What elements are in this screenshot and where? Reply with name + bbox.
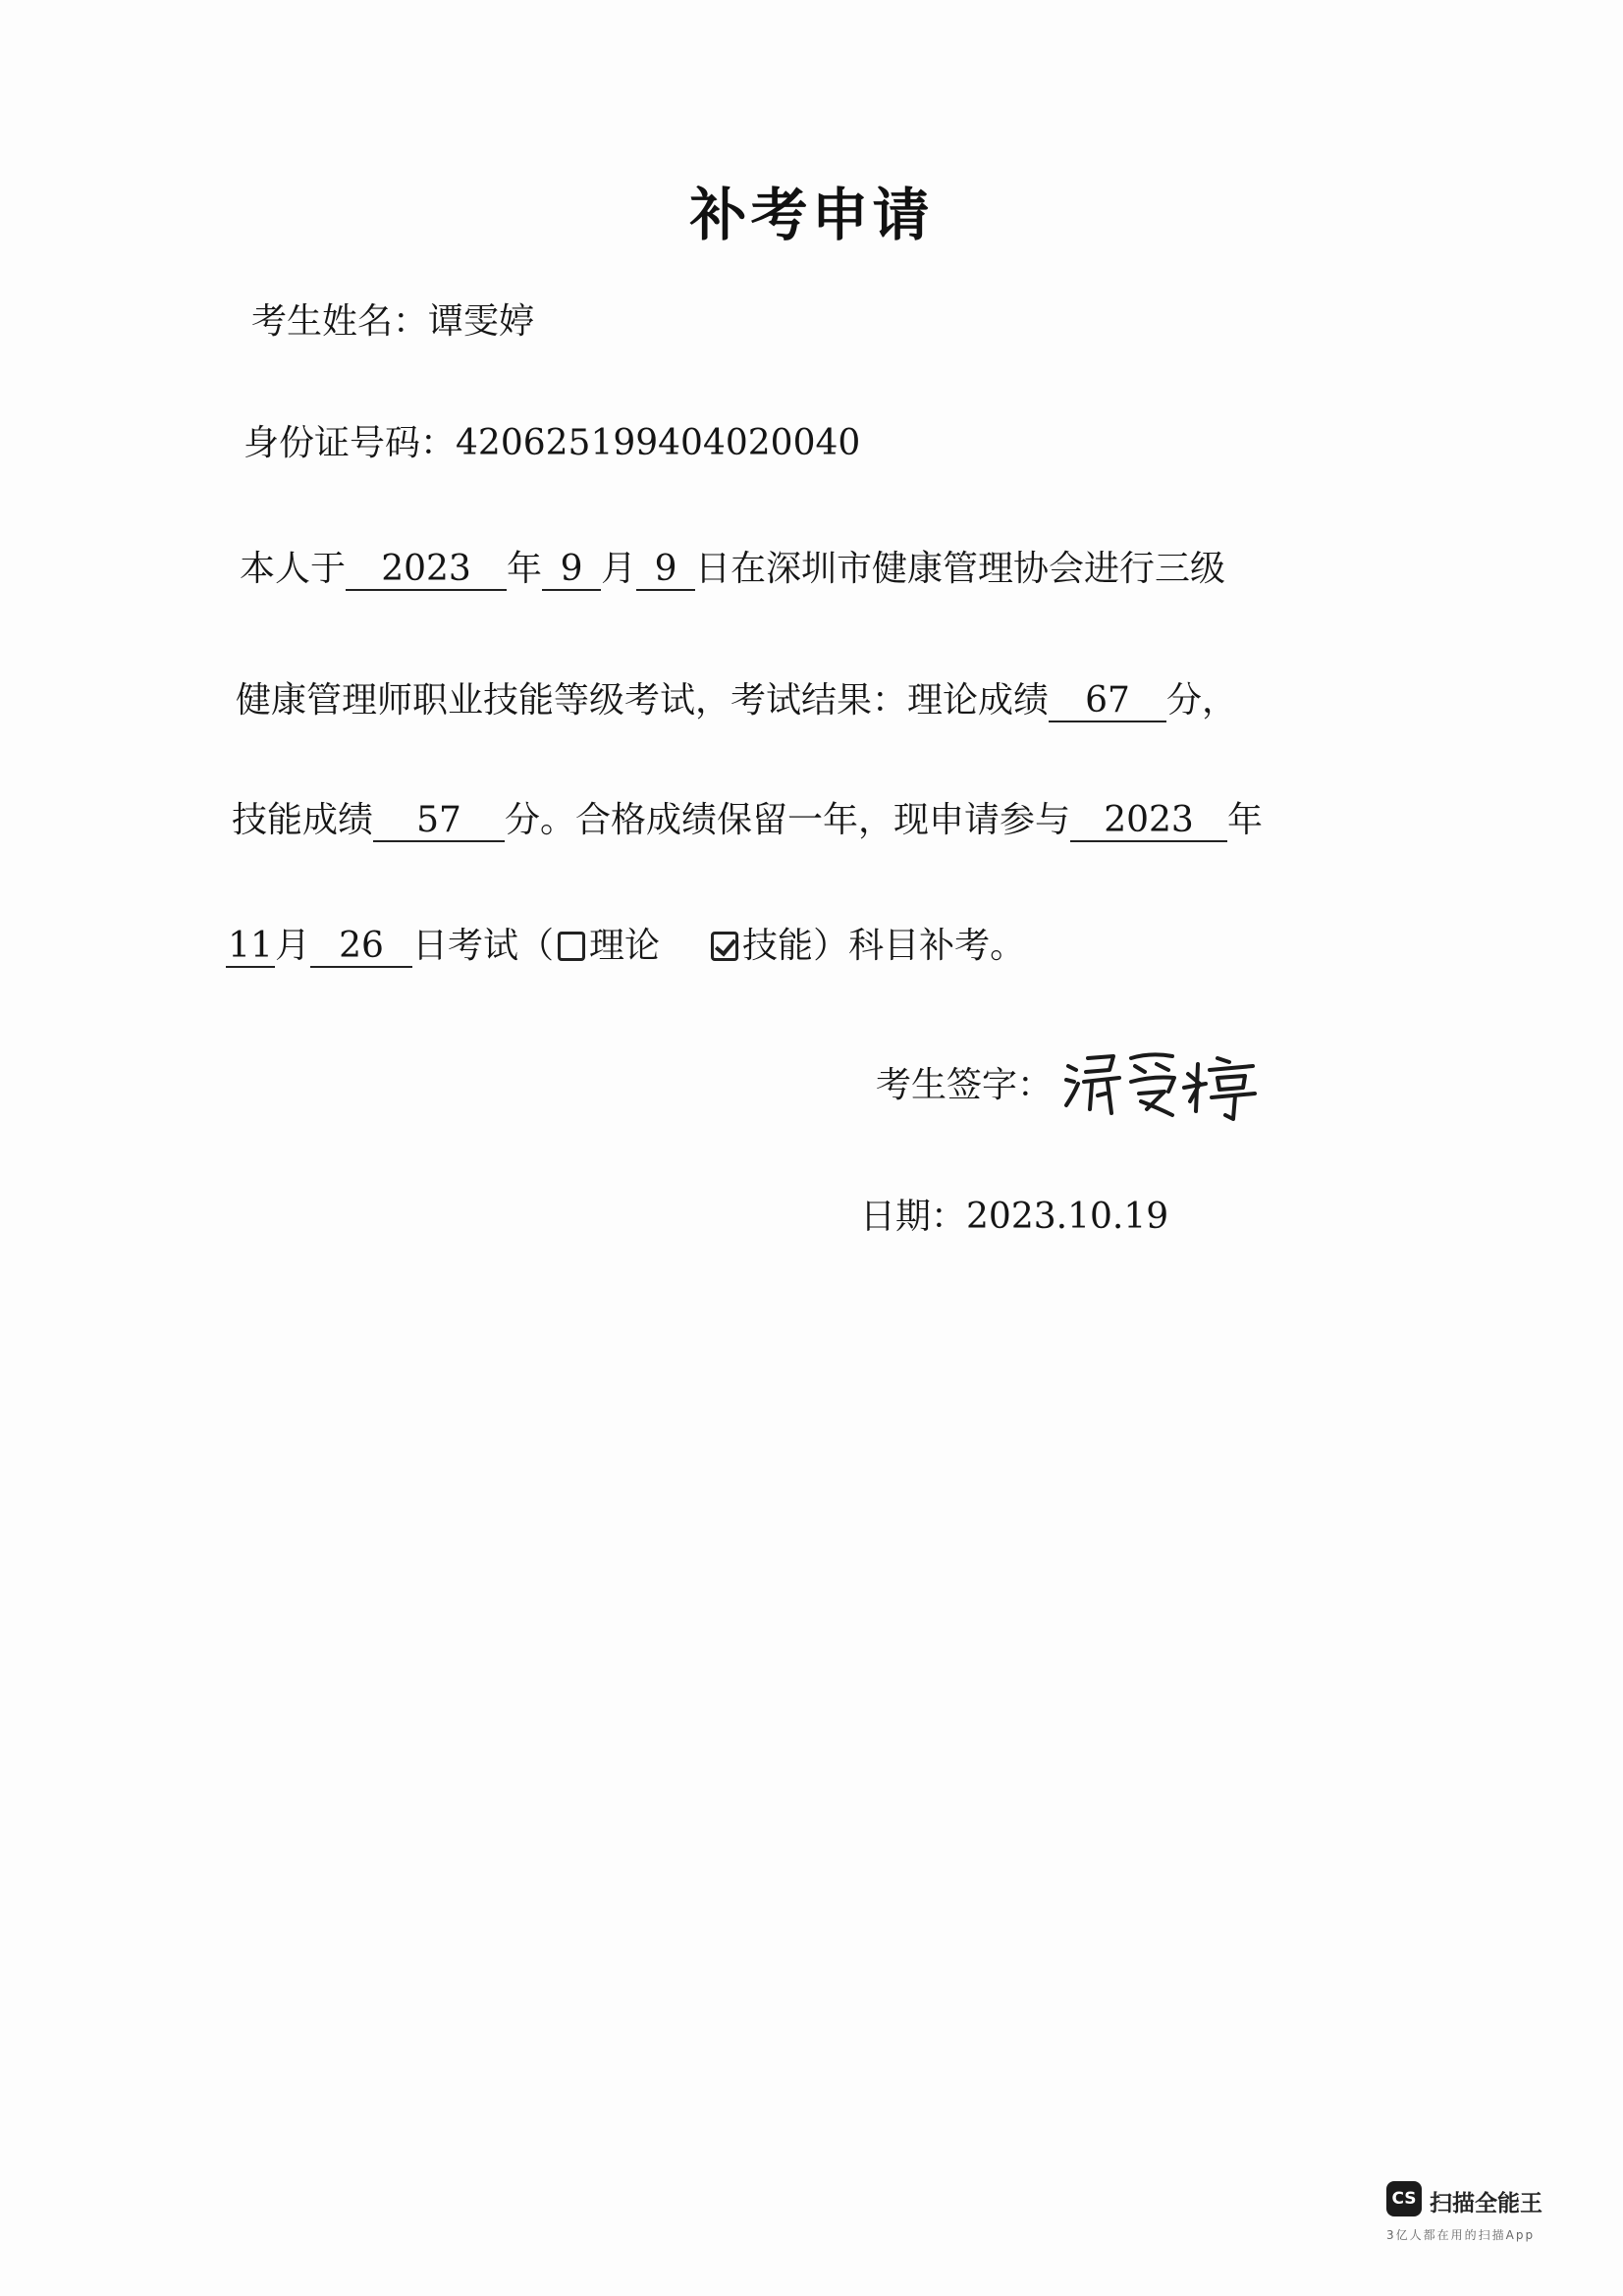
theory-checkbox-icon <box>558 932 585 961</box>
skill-checkbox-icon <box>711 932 738 961</box>
p2-suffix: 分， <box>1166 680 1238 721</box>
id-number-row <box>243 420 860 467</box>
p4-month-unit: 月 <box>275 926 311 966</box>
option-theory-label: 理论 <box>589 926 661 966</box>
paragraph-line-2 <box>236 677 1237 724</box>
scanner-app-name: 扫描全能王 <box>1430 2191 1542 2216</box>
option-skill-label: 技能 <box>742 926 814 966</box>
handwritten-signature <box>1062 1044 1259 1123</box>
date-row <box>860 1194 1168 1241</box>
paragraph-line-3 <box>232 797 1263 844</box>
p2-prefix: 健康管理师职业技能等级考试，考试结果：理论成绩 <box>236 680 1050 721</box>
exam-year-field: 2023 <box>346 550 507 591</box>
id-number-value: 420625199404020040 <box>456 423 861 463</box>
p4-mid: 日考试（ <box>412 926 555 966</box>
skill-score-field: 57 <box>373 801 505 842</box>
retake-day-field: 26 <box>310 927 412 968</box>
document-title: 补考申请 <box>689 182 934 248</box>
candidate-name-label: 考生姓名： <box>251 301 429 342</box>
retake-year-field: 2023 <box>1070 801 1227 842</box>
exam-day-field: 9 <box>636 550 695 591</box>
id-number-label: 身份证号码： <box>243 423 457 463</box>
signature-row <box>876 1062 1053 1109</box>
p3-mid: 分。合格成绩保留一年，现申请参与 <box>505 800 1071 840</box>
p1-suffix: 日在深圳市健康管理协会进行三级 <box>695 549 1226 589</box>
p3-suffix: 年 <box>1227 800 1264 840</box>
paragraph-line-4 <box>226 923 1025 970</box>
scanner-logo-icon: CS <box>1386 2181 1422 2216</box>
scanner-watermark <box>1386 2181 1563 2250</box>
retake-month-field: 11 <box>226 927 275 968</box>
scanner-slogan: 3亿人都在用的扫描App <box>1386 2228 1536 2242</box>
date-label: 日期： <box>860 1197 967 1237</box>
candidate-name-row <box>251 298 534 346</box>
date-value: 2023.10.19 <box>966 1197 1169 1237</box>
signature-label: 考生签字： <box>876 1065 1054 1105</box>
exam-month-field: 9 <box>542 550 601 591</box>
theory-score-field: 67 <box>1049 681 1166 722</box>
paragraph-line-1 <box>240 546 1225 593</box>
p3-prefix: 技能成绩 <box>232 800 374 840</box>
year-unit: 年 <box>507 549 543 589</box>
month-unit: 月 <box>601 549 637 589</box>
p1-prefix: 本人于 <box>240 549 347 589</box>
p4-suffix: ）科目补考。 <box>813 926 1026 966</box>
candidate-name-value: 谭雯婷 <box>428 301 535 342</box>
